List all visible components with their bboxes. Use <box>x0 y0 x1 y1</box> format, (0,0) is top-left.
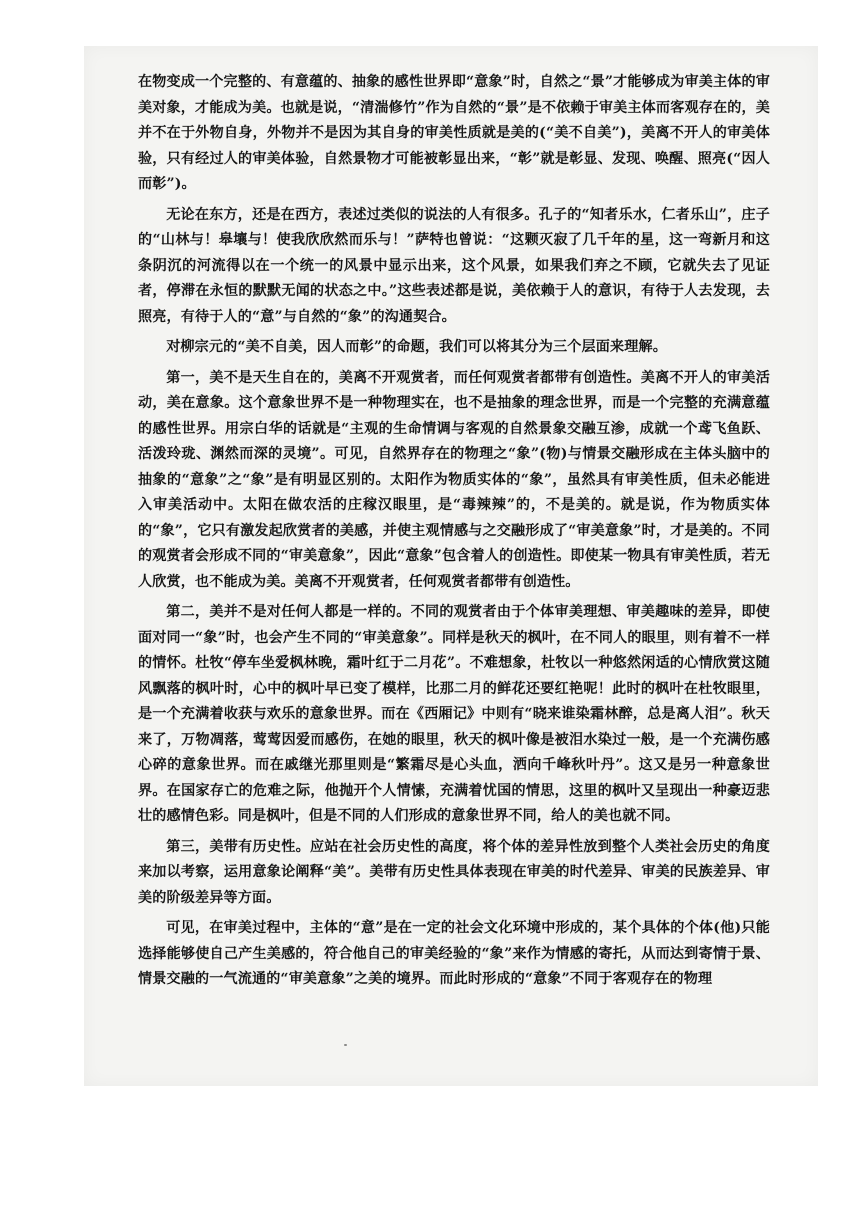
paragraph-7: 可见，在审美过程中，主体的“意”是在一定的社会文化环境中形成的，某个具体的个体(他)只能选择能够使自己产生美感的，符合他自己的审美经验的“象”来作为情感的寄托，从而达到寄情于景、情景交融的一气流通的“审美意象”之美的境界。而此时形成的“意象”不同于客观存在的物理 <box>138 920 770 987</box>
scan-speck <box>344 1044 347 1046</box>
document-body <box>138 70 770 998</box>
paragraph-6: 第三，美带有历史性。应站在社会历史性的高度，将个体的差异性放到整个人类社会历史的角度来加以考察，运用意象论阐释“美”。美带有历史性具体表现在审美的时代差异、审美的民族差异、审美的阶级差异等方面。 <box>138 838 770 906</box>
paragraph-2: 无论在东方，还是在西方，表述过类似的说法的人有很多。孔子的“知者乐水，仁者乐山”，庄子的“山林与！皋壤与！使我欣欣然而乐与！”萨特也曾说：“这颗灭寂了几千年的星，这一弯新月和这条阴沉的河流得以在一个统一的风景中显示出来，这个风景，如果我们弃之不顾，它就失去了见证者，停滞在永恒的默默无闻的状态之中。”这些表述都是说，美依赖于人的意识，有待于人去发现，去照亮，有待于人的“意”与自然的“象”的沟通契合。 <box>138 206 770 325</box>
paragraph-1: 在物变成一个完整的、有意蕴的、抽象的感性世界即“意象”时，自然之“景”才能够成为审美主体的审美对象，才能成为美。也就是说，“清湍修竹”作为自然的“景”是不依赖于审美主体而客观存在的，美并不在于外物自身，外物并不是因为其自身的审美性质就是美的(“美不自美”)，美离不开人的审美体验，只有经过人的审美体验，自然景物才可能被彰显出来，“彰”就是彰显、发现、唤醒、照亮(“因人而彰”)。 <box>138 74 770 192</box>
paragraph-5: 第二，美并不是对任何人都是一样的。不同的观赏者由于个体审美理想、审美趣味的差异，即使面对同一“象”时，也会产生不同的“审美意象”。同样是秋天的枫叶，在不同人的眼里，则有着不一样的情怀。杜牧“停车坐爱枫林晚，霜叶红于二月花”。不难想象，杜牧以一种悠然闲适的心情欣赏这随风飘落的枫叶时，心中的枫叶早已变了模样，比那二月的鲜花还要红艳呢！此时的枫叶在杜牧眼里，是一个充满着收获与欢乐的意象世界。而在《西厢记》中则有“晓来谁染霜林醉，总是离人泪”。秋天来了，万物凋落，莺莺因爱而感伤，在她的眼里，秋天的枫叶像是被泪水染过一般，是一个充满伤感心碎的意象世界。而在戚继光那里则是“繁霜尽是心头血，洒向千峰秋叶丹”。这又是另一种意象世界。在国家存亡的危难之际，他抛开个人情愫，充满着忧国的情思，这里的枫叶又呈现出一种豪迈悲壮的感情色彩。同是枫叶，但是不同的人们形成的意象世界不同，给人的美也就不同。 <box>138 604 770 824</box>
paragraph-4: 第一，美不是天生自在的，美离不开观赏者，而任何观赏者都带有创造性。美离不开人的审美活动，美在意象。这个意象世界不是一种物理实在，也不是抽象的理念世界，而是一个完整的充满意蕴的感性世界。用宗白华的话就是“主观的生命情调与客观的自然景象交融互渗，成就一个鸢飞鱼跃、活泼玲珑、渊然而深的灵境”。可见，自然界存在的物理之“象”(物)与情景交融形成在主体头脑中的抽象的“意象”之“象”是有明显区别的。太阳作为物质实体的“象”，虽然具有审美性质，但未必能进入审美活动中。太阳在做农活的庄稼汉眼里，是“毒辣辣”的，不是美的。就是说，作为物质实体的“象”，它只有激发起欣赏者的美感，并使主观情感与之交融形成了“审美意象”时，才是美的。不同的观赏者会形成不同的“审美意象”，因此“意象”包含着人的创造性。即使某一物具有审美性质，若无人欣赏，也不能成为美。美离不开观赏者，任何观赏者都带有创造性。 <box>138 369 770 590</box>
paragraph-3: 对柳宗元的“美不自美，因人而彰”的命题，我们可以将其分为三个层面来理解。 <box>166 339 667 355</box>
